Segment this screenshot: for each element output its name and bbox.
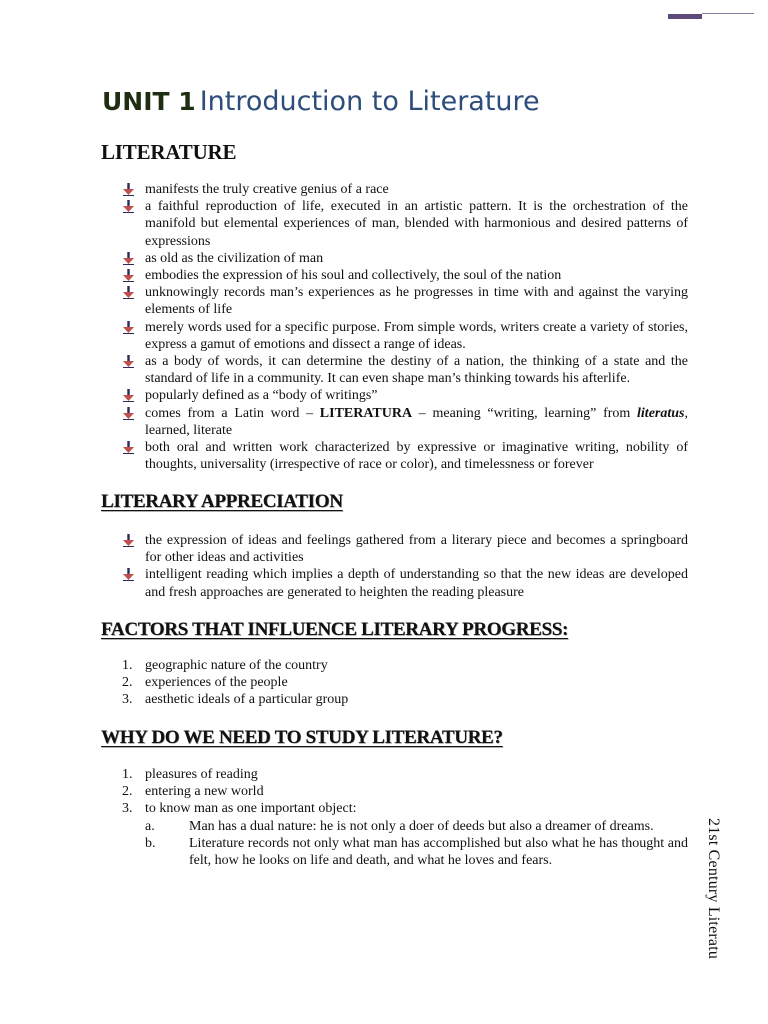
list-item: a faithful reproduction of life, executed in an artistic pattern. It is the orchestration of the manifold but elemental experiences of man, blended with harmonious and desired patterns of expressions xyxy=(122,198,688,250)
why-study-list xyxy=(122,766,688,869)
list-item: 2. entering a new world xyxy=(122,784,264,800)
sub-list-item: b. Literature records not only what man has accomplished but also what he has thought and felt, how he looks on life and death, and what he loves and fears. xyxy=(145,835,688,869)
sub-list-letter: b. xyxy=(145,835,156,851)
sub-list-letter: a. xyxy=(145,818,155,834)
factors-heading: FACTORS THAT INFLUENCE LITERARY PROGRESS: xyxy=(101,619,569,640)
list-item: 1. geographic nature of the country xyxy=(122,658,328,673)
list-item: merely words used for a specific purpose. From simple words, writers create a variety of stories, express a gamut of emotions and dissect a range of ideas. xyxy=(122,319,688,353)
literature-list xyxy=(122,181,688,473)
factors-list xyxy=(122,657,688,709)
list-item: 3. to know man as one important object: a. Man has a dual nature: he is not only a doer of deeds but also a dreamer of dreams. b. Literature records not only what man has accomplished but also what he has thought and felt, how he looks on life and death, and what he loves and fears. xyxy=(122,801,688,869)
down-arrow-icon xyxy=(123,183,134,196)
list-item: comes from a Latin word – LITERATURA – meaning “writing, learning” from literatus, learned, literate xyxy=(122,405,688,439)
appreciation-list xyxy=(122,532,688,601)
list-item: intelligent reading which implies a depth of understanding so that the new ideas are developed and fresh approaches are generated to heighten the reading pleasure xyxy=(122,566,688,600)
unit-title xyxy=(102,86,540,117)
list-number: 2. xyxy=(122,784,133,800)
list-item: 2. experiences of the people xyxy=(122,675,288,691)
list-item: unknowingly records man’s experiences as he progresses in time with and against the varying elements of life xyxy=(122,284,688,318)
unit-name: Introduction to Literature xyxy=(199,86,540,117)
list-number: 1. xyxy=(122,658,133,673)
literary-appreciation-heading: LITERARY APPRECIATION xyxy=(101,491,343,512)
header-accent-line xyxy=(702,13,754,14)
header-accent-bar xyxy=(668,14,702,19)
why-study-heading: WHY DO WE NEED TO STUDY LITERATURE? xyxy=(101,727,503,748)
unit-label: UNIT 1 xyxy=(102,87,196,116)
down-arrow-icon xyxy=(123,269,134,282)
list-item: popularly defined as a “body of writings” xyxy=(122,387,688,404)
list-number: 3. xyxy=(122,692,133,708)
down-arrow-icon xyxy=(123,389,134,402)
sub-list-item: a. Man has a dual nature: he is not only a doer of deeds but also a dreamer of dreams. xyxy=(145,818,654,834)
literature-heading: LITERATURE xyxy=(101,140,237,164)
list-number: 1. xyxy=(122,767,133,782)
down-arrow-icon xyxy=(123,407,134,420)
list-number: 3. xyxy=(122,801,133,817)
down-arrow-icon xyxy=(123,286,134,299)
list-item: manifests the truly creative genius of a race xyxy=(122,181,688,198)
list-item: the expression of ideas and feelings gathered from a literary piece and becomes a springboard for other ideas and activities xyxy=(122,532,688,566)
down-arrow-icon xyxy=(123,200,134,213)
list-item: as a body of words, it can determine the destiny of a nation, the thinking of a state and the standard of life in a community. It can even shape man’s thinking towards his afterlife. xyxy=(122,353,688,387)
latin-root-word: literatus xyxy=(637,405,685,421)
down-arrow-icon xyxy=(123,441,134,454)
list-item: as old as the civilization of man xyxy=(122,250,688,267)
list-item: 1. pleasures of reading xyxy=(122,767,258,782)
down-arrow-icon xyxy=(123,252,134,265)
latin-word: LITERATURA xyxy=(319,405,413,421)
list-item: embodies the expression of his soul and collectively, the soul of the nation xyxy=(122,267,688,284)
down-arrow-icon xyxy=(123,568,134,581)
down-arrow-icon xyxy=(123,534,134,547)
list-number: 2. xyxy=(122,675,133,691)
side-footer-label: 21st Century Literatu xyxy=(705,818,722,960)
down-arrow-icon xyxy=(123,321,134,334)
list-item: both oral and written work characterized by expressive or imaginative writing, nobility of thoughts, universality (irrespective of race or color), and timelessness or forever xyxy=(122,439,688,473)
list-item: 3. aesthetic ideals of a particular group xyxy=(122,692,349,708)
down-arrow-icon xyxy=(123,355,134,368)
